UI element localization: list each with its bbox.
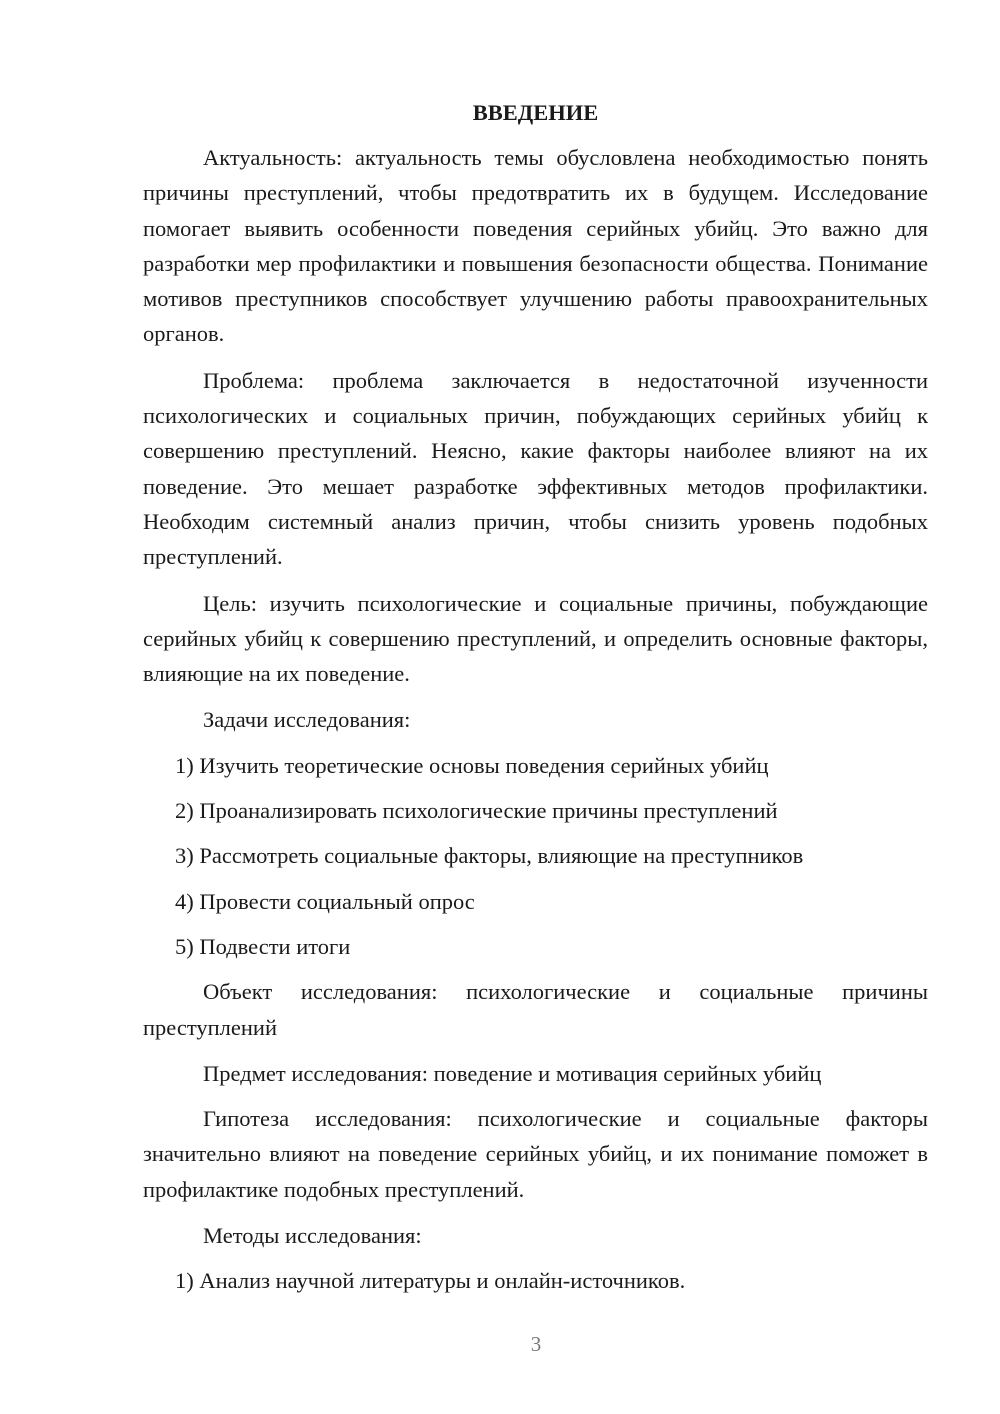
list-item: 4) Провести социальный опрос — [175, 888, 475, 914]
list-item: 1) Изучить теоретические основы поведения серийных убийц — [175, 752, 769, 778]
list-item: 5) Подвести итоги — [175, 933, 351, 959]
document-page — [143, 95, 928, 1309]
problem-paragraph: Проблема: проблема заключается в недостаточной изученности психологических и социальных причин, побуждающих серийных убийц к совершению преступлений. Неясно, какие факторы наиболее влияют на их поведение. Это мешает разработке эффективных методов профилактики. Необходим системный анализ причин, чтобы снизить уровень подобных преступлений. — [143, 367, 928, 570]
document-title: ВВЕДЕНИЕ — [472, 100, 599, 125]
hypothesis-paragraph: Гипотеза исследования: психологические и социальные факторы значительно влияют на поведение серийных убийц, и их понимание поможет в профилактике подобных преступлений. — [143, 1106, 928, 1202]
relevance-paragraph: Актуальность: актуальность темы обусловлена необходимостью понять причины преступлений, чтобы предотвратить их в будущем. Исследование помогает выявить особенности поведения серийных убийц. Это важно для разработки мер профилактики и повышения безопасности общества. Понимание мотивов преступников способствует улучшению работы правоохранительных органов. — [143, 145, 928, 347]
object-paragraph: Объект исследования: психологические и социальные причины преступлений — [143, 979, 928, 1040]
methods-list — [143, 1263, 928, 1298]
list-item: 1) Анализ научной литературы и онлайн-источников. — [175, 1268, 686, 1294]
methods-heading: Методы исследования: — [203, 1223, 422, 1249]
subject-paragraph: Предмет исследования: поведение и мотивация серийных убийц — [203, 1060, 822, 1086]
goal-paragraph: Цель: изучить психологические и социальные причины, побуждающие серийных убийц к совершению преступлений, и определить основные факторы, влияющие на их поведение. — [143, 590, 928, 687]
list-item: 2) Проанализировать психологические причины преступлений — [175, 798, 778, 824]
list-item: 3) Рассмотреть социальные факторы, влияющие на преступников — [175, 843, 804, 869]
tasks-list — [143, 748, 928, 964]
tasks-heading: Задачи исследования: — [203, 707, 411, 733]
page-number: 3 — [530, 1332, 542, 1356]
